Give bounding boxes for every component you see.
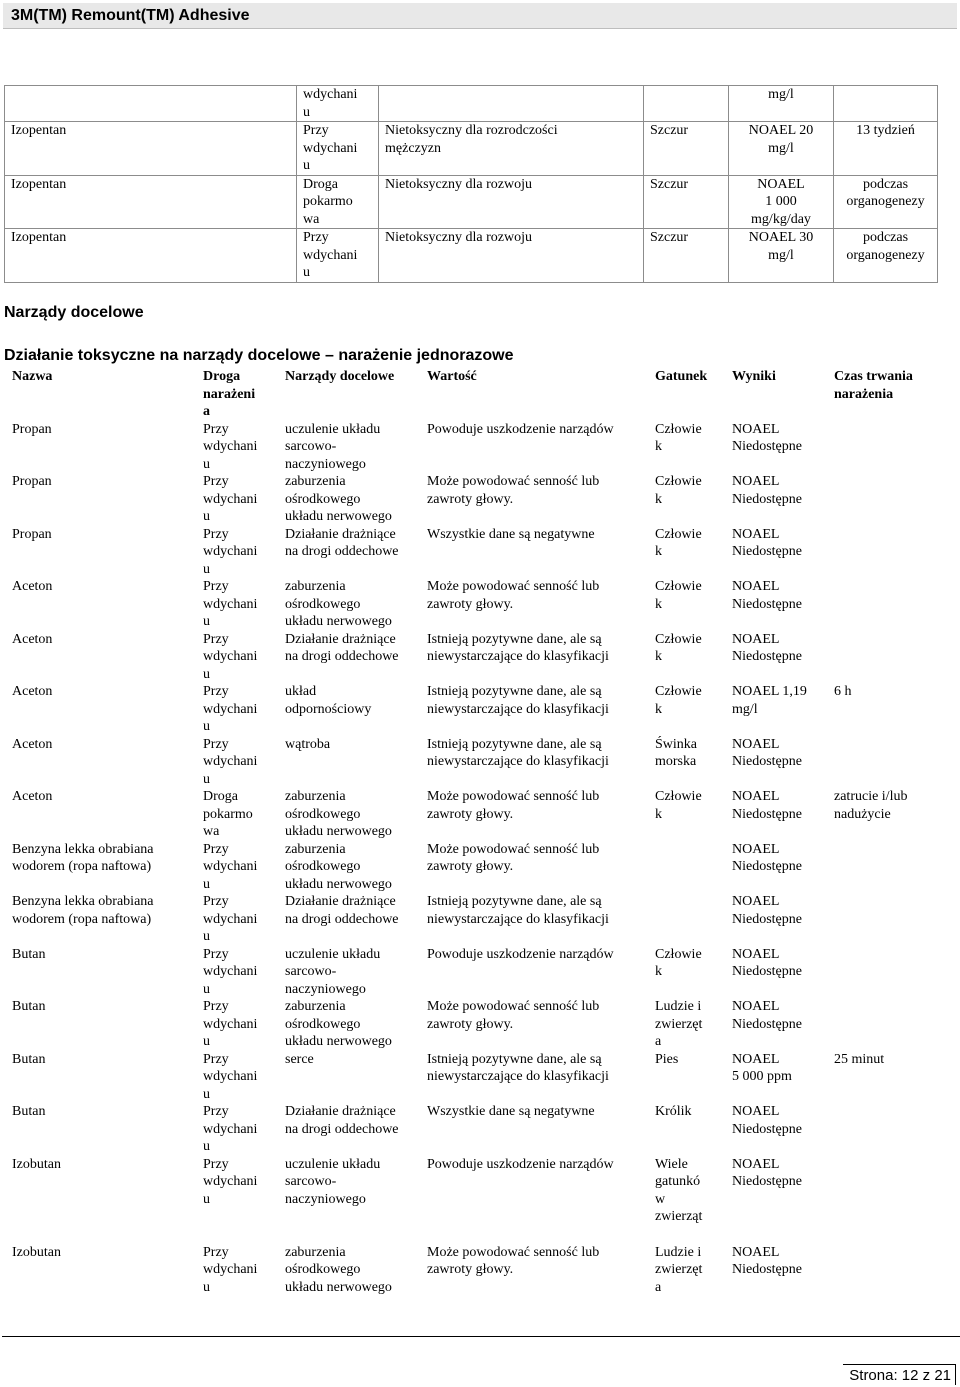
cell-species: Człowie k — [655, 579, 702, 612]
cell-name: Izopentan — [5, 122, 297, 176]
cell-result: NOAEL Niedostępne — [732, 1104, 802, 1137]
table-row — [2, 946, 956, 999]
cell-time — [824, 841, 956, 894]
cell-species: Świnka morska — [655, 736, 697, 769]
cell-value: Wszystkie dane są negatywne — [427, 1104, 595, 1119]
cell-organ: układ odpornościowy — [285, 684, 372, 717]
cell-value: Może powodować senność lub zawroty głowy. — [427, 999, 600, 1032]
cell-value: Istnieją pozytywne dane, ale są niewystarczające do klasyfikacji — [427, 684, 609, 717]
cell-route: Przy wdychani u — [203, 736, 258, 787]
cell-name: Aceton — [12, 579, 53, 594]
cell-organ: wątroba — [285, 736, 331, 752]
cell-result: NOAEL Niedostępne — [732, 1156, 802, 1189]
cell-species — [645, 893, 722, 946]
cell-time — [824, 526, 956, 579]
cell-name: Aceton — [12, 631, 53, 647]
table-row — [5, 122, 938, 176]
cell-value: Wszystkie dane są negatywne — [427, 526, 595, 542]
cell-result: NOAEL Niedostępne — [732, 841, 802, 874]
cell-time — [834, 86, 938, 122]
cell-value: NOAEL 30 mg/l — [729, 229, 834, 283]
cell-effect — [379, 86, 644, 122]
cell-value: NOAEL 1 000 mg/kg/day — [729, 175, 834, 229]
cell-name: Aceton — [12, 736, 53, 752]
section-title: Narządy docelowe — [4, 304, 144, 321]
cell-time — [824, 998, 956, 1051]
cell-route: Droga pokarmo wa — [203, 789, 253, 839]
cell-name: Izopentan — [5, 175, 297, 229]
cell-value: Istnieją pozytywne dane, ale są niewystarczające do klasyfikacji — [427, 1051, 609, 1084]
cell-result: NOAEL Niedostępne — [732, 894, 802, 927]
document-title: 3M(TM) Remount(TM) Adhesive — [11, 7, 250, 24]
cell-route: Przy wdychani u — [203, 946, 258, 997]
cell-name: Aceton — [12, 789, 53, 804]
cell-species: Ludzie i zwierzęt a — [655, 1244, 703, 1295]
target-organ-table — [2, 368, 956, 1296]
cell-species — [645, 841, 722, 894]
cell-time — [824, 578, 956, 631]
cell-result: NOAEL Niedostępne — [732, 789, 802, 822]
cell-route: Przy wdychani u — [203, 841, 258, 892]
cell-value: Może powodować senność lub zawroty głowy. — [427, 789, 600, 822]
cell-organ: zaburzenia ośrodkowego układu nerwowego — [285, 579, 392, 629]
cell-result: NOAEL Niedostępne — [732, 579, 802, 612]
header-name: Nazwa — [12, 369, 53, 384]
cell-organ: zaburzenia ośrodkowego układu nerwowego — [285, 789, 392, 839]
cell-route: Przy wdychani u — [203, 526, 258, 577]
cell-route: Droga pokarmo wa — [297, 175, 379, 229]
subsection-title: Działanie toksyczne na narządy docelowe – narażenie jednorazowe — [4, 347, 514, 364]
table-row — [2, 1103, 956, 1156]
cell-value: NOAEL 20 mg/l — [729, 122, 834, 176]
cell-time — [824, 1226, 956, 1297]
cell-time: zatrucie i/lub nadużycie — [834, 789, 908, 822]
table-row — [2, 1051, 956, 1104]
cell-route: Przy wdychani u — [203, 1051, 258, 1102]
cell-species: Człowie k — [655, 789, 702, 822]
cell-time — [824, 631, 956, 684]
cell-organ: uczulenie układu sarcowo- naczyniowego — [285, 421, 381, 472]
cell-value: Istnieją pozytywne dane, ale są niewystarczające do klasyfikacji — [427, 631, 609, 664]
cell-species: Szczur — [644, 229, 729, 283]
cell-result: NOAEL Niedostępne — [732, 1244, 802, 1277]
table-row — [2, 736, 956, 789]
table-row — [5, 229, 938, 283]
cell-time: 25 minut — [834, 1051, 885, 1067]
cell-route: Przy wdychani u — [203, 1156, 258, 1207]
cell-value: Powoduje uszkodzenie narządów — [427, 421, 614, 437]
cell-value: Może powodować senność lub zawroty głowy. — [427, 579, 600, 612]
cell-value: Może powodować senność lub zawroty głowy. — [427, 1244, 600, 1277]
table-row — [2, 631, 956, 684]
table-row — [2, 421, 956, 474]
table-row — [2, 683, 956, 736]
cell-organ: zaburzenia ośrodkowego układu nerwowego — [285, 474, 392, 524]
cell-route: Przy wdychani u — [203, 999, 258, 1049]
cell-name: Butan — [12, 999, 46, 1014]
cell-result: NOAEL Niedostępne — [732, 474, 802, 507]
header-route: Droga narażeni a — [203, 369, 256, 419]
cell-value: mg/l — [729, 86, 834, 122]
header-time: Czas trwania narażenia — [834, 369, 913, 402]
cell-result: NOAEL 5 000 ppm — [732, 1051, 792, 1084]
cell-time: podczas organogenezy — [834, 229, 938, 283]
cell-name: Aceton — [12, 684, 53, 699]
cell-species: Królik — [655, 1104, 692, 1119]
cell-organ: zaburzenia ośrodkowego układu nerwowego — [285, 1244, 392, 1295]
cell-route: Przy wdychani u — [203, 684, 258, 734]
cell-result: NOAEL Niedostępne — [732, 736, 802, 769]
cell-organ: serce — [285, 1051, 314, 1067]
cell-name: Butan — [12, 946, 46, 962]
cell-species: Szczur — [644, 175, 729, 229]
header-value: Wartość — [427, 369, 477, 384]
cell-route: Przy wdychani u — [203, 894, 258, 944]
cell-route: Przy wdychani u — [297, 229, 379, 283]
header-result: Wyniki — [732, 369, 776, 384]
cell-name: Butan — [12, 1104, 46, 1119]
cell-route: Przy wdychani u — [203, 1244, 258, 1295]
cell-route: wdychani u — [297, 86, 379, 122]
cell-time — [824, 473, 956, 526]
cell-species: Pies — [655, 1051, 679, 1067]
document-header — [3, 3, 957, 29]
cell-name: Izobutan — [12, 1244, 61, 1260]
cell-value: Istnieją pozytywne dane, ale są niewystarczające do klasyfikacji — [427, 894, 609, 927]
cell-time — [824, 893, 956, 946]
cell-value: Powoduje uszkodzenie narządów — [427, 1156, 614, 1172]
cell-name: Benzyna lekka obrabiana wodorem (ropa naftowa) — [12, 841, 154, 874]
cell-species: Ludzie i zwierzęt a — [655, 999, 703, 1049]
cell-result: NOAEL Niedostępne — [732, 946, 802, 979]
cell-name — [5, 86, 297, 122]
cell-name: Butan — [12, 1051, 46, 1067]
cell-route: Przy wdychani u — [203, 474, 258, 524]
cell-route: Przy wdychani u — [203, 1104, 258, 1154]
cell-species: Wiele gatunkó w zwierząt — [655, 1156, 703, 1224]
cell-value: Powoduje uszkodzenie narządów — [427, 946, 614, 962]
cell-species — [644, 86, 729, 122]
table-row — [2, 893, 956, 946]
table-row — [2, 841, 956, 894]
cell-name: Benzyna lekka obrabiana wodorem (ropa naftowa) — [12, 894, 154, 927]
cell-species: Człowie k — [655, 474, 702, 507]
table-row — [5, 175, 938, 229]
cell-route: Przy wdychani u — [203, 631, 258, 682]
cell-organ: Działanie drażniące na drogi oddechowe — [285, 1104, 399, 1137]
cell-time — [824, 1156, 956, 1226]
cell-name: Izopentan — [5, 229, 297, 283]
cell-effect: Nietoksyczny dla rozwoju — [379, 175, 644, 229]
cell-species: Człowie k — [655, 526, 702, 559]
table-row — [2, 788, 956, 841]
cell-route: Przy wdychani u — [203, 579, 258, 629]
table-header-row — [2, 368, 956, 421]
table-row — [2, 526, 956, 579]
cell-organ: Działanie drażniące na drogi oddechowe — [285, 894, 399, 927]
cell-organ: uczulenie układu sarcowo- naczyniowego — [285, 1156, 381, 1207]
cell-species: Człowie k — [655, 946, 702, 979]
table-row — [2, 1156, 956, 1226]
cell-name: Propan — [12, 526, 52, 542]
cell-species: Szczur — [644, 122, 729, 176]
cell-time: podczas organogenezy — [834, 175, 938, 229]
cell-name: Propan — [12, 474, 52, 489]
header-species: Gatunek — [655, 369, 708, 384]
table-row — [5, 86, 938, 122]
cell-value: Może powodować senność lub zawroty głowy. — [427, 841, 600, 874]
cell-time: 6 h — [834, 684, 852, 699]
cell-organ: zaburzenia ośrodkowego układu nerwowego — [285, 999, 392, 1049]
table-row — [2, 998, 956, 1051]
table-row — [2, 578, 956, 631]
cell-time — [824, 946, 956, 999]
page-bottom-rule — [2, 1336, 960, 1337]
cell-time — [824, 1103, 956, 1156]
cell-species: Człowie k — [655, 684, 702, 717]
cell-organ: uczulenie układu sarcowo- naczyniowego — [285, 946, 381, 997]
cell-organ: zaburzenia ośrodkowego układu nerwowego — [285, 841, 392, 892]
cell-result: NOAEL 1,19 mg/l — [732, 684, 807, 717]
cell-organ: Działanie drażniące na drogi oddechowe — [285, 631, 399, 664]
cell-result: NOAEL Niedostępne — [732, 999, 802, 1032]
table-row — [2, 473, 956, 526]
cell-effect: Nietoksyczny dla rozwoju — [379, 229, 644, 283]
table-row — [2, 1226, 956, 1297]
cell-result: NOAEL Niedostępne — [732, 631, 802, 664]
cell-result: NOAEL Niedostępne — [732, 526, 802, 559]
cell-species: Człowie k — [655, 631, 702, 664]
cell-time — [824, 736, 956, 789]
cell-route: Przy wdychani u — [203, 421, 258, 472]
page-number: Strona: 12 z 21 — [843, 1364, 956, 1385]
cell-name: Izobutan — [12, 1156, 61, 1172]
cell-organ: Działanie drażniące na drogi oddechowe — [285, 526, 399, 559]
cell-time: 13 tydzień — [834, 122, 938, 176]
cell-route: Przy wdychani u — [297, 122, 379, 176]
cell-effect: Nietoksyczny dla rozrodczości mężczyzn — [379, 122, 644, 176]
cell-species: Człowie k — [655, 421, 702, 454]
header-organ: Narządy docelowe — [285, 369, 395, 384]
cell-time — [824, 421, 956, 474]
reproductive-toxicity-table — [4, 85, 938, 283]
cell-result: NOAEL Niedostępne — [732, 421, 802, 454]
cell-value: Istnieją pozytywne dane, ale są niewystarczające do klasyfikacji — [427, 736, 609, 769]
cell-name: Propan — [12, 421, 52, 437]
cell-value: Może powodować senność lub zawroty głowy. — [427, 474, 600, 507]
